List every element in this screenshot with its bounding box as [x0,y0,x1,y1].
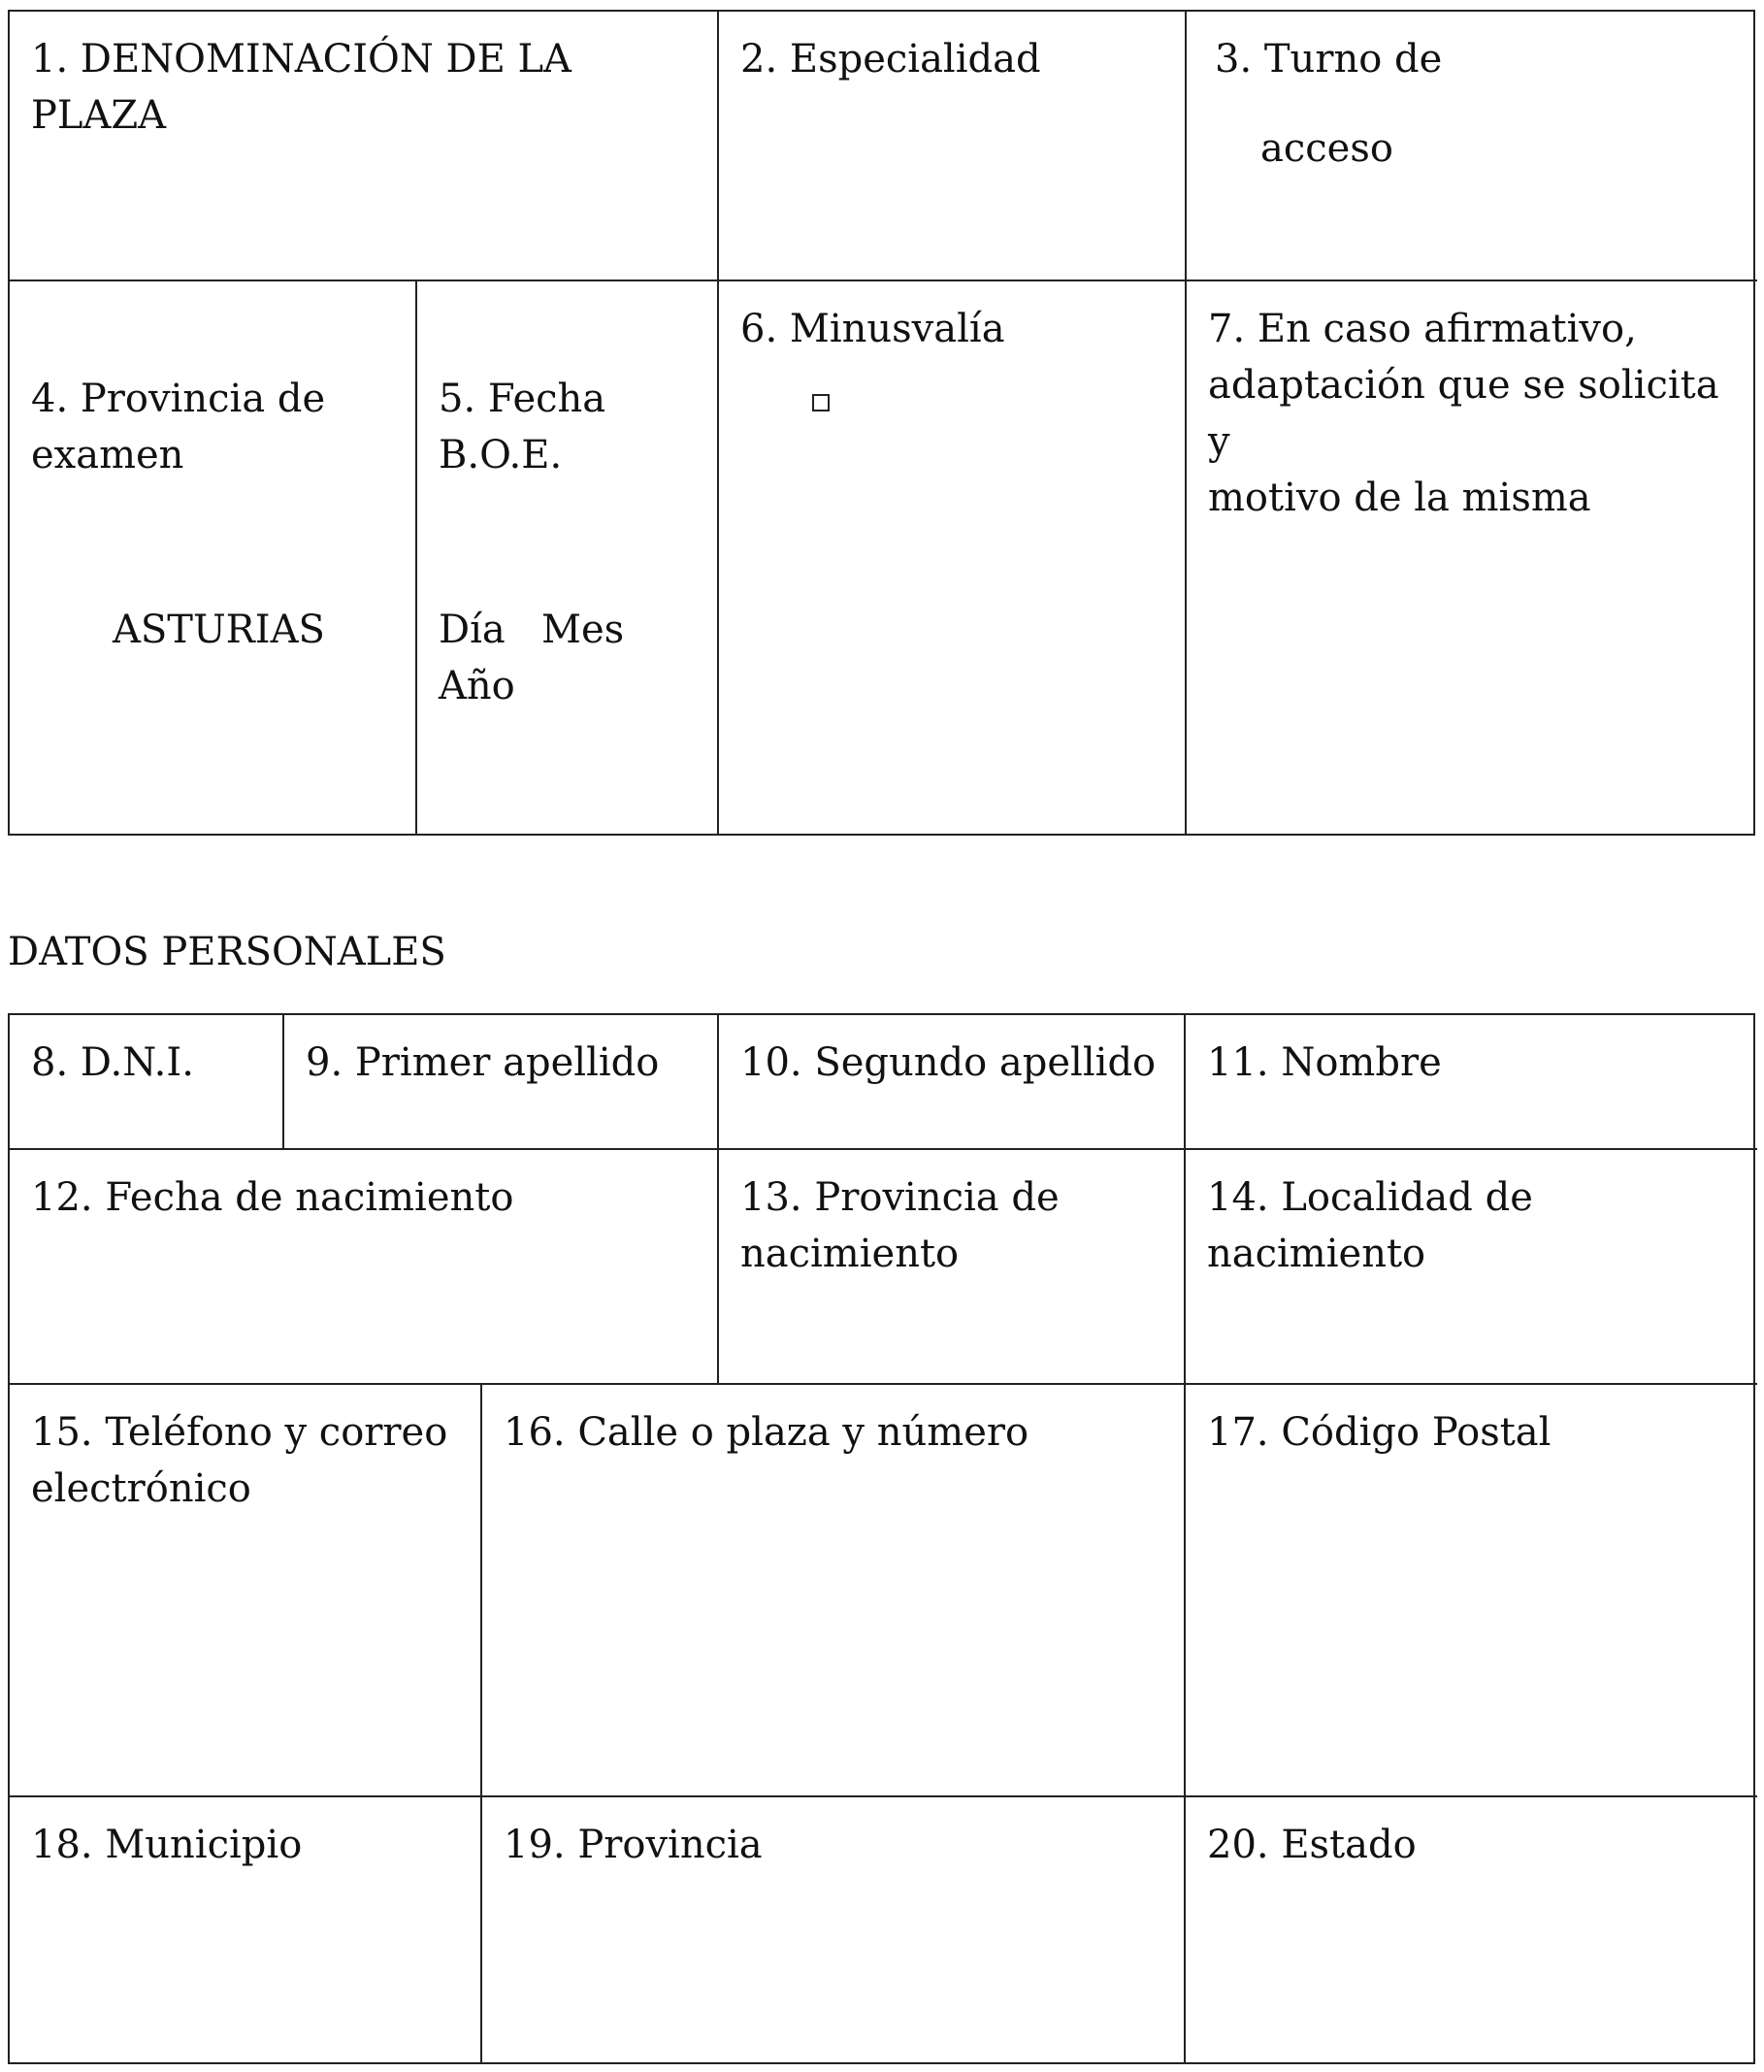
denominacion-plaza-label: 1. DENOMINACIÓN DE LA PLAZA [31,37,572,138]
plaza-table [8,10,1755,836]
dni-label: 8. D.N.I. [31,1040,194,1085]
datos-personales-table [8,1013,1755,2064]
segundo-apellido-cell[interactable] [717,1015,1184,1148]
provincia-nacimiento-label-line2: nacimiento [740,1232,960,1276]
dni-cell[interactable] [10,1015,282,1148]
telefono-correo-label-line1: 15. Teléfono y correo [31,1410,448,1455]
localidad-nacimiento-cell[interactable] [1184,1148,1757,1383]
provincia-examen-cell[interactable] [10,280,415,836]
primer-apellido-label: 9. Primer apellido [306,1040,660,1085]
codigo-postal-cell[interactable] [1184,1383,1757,1795]
minusvalia-checkbox[interactable] [812,394,830,411]
calle-label: 16. Calle o plaza y número [504,1410,1029,1455]
minusvalia-label: 6. Minusvalía [740,307,1005,351]
fecha-boe-mes-label: Mes [541,608,625,652]
telefono-correo-label-line2: electrónico [31,1466,251,1511]
telefono-correo-cell[interactable] [10,1383,480,1795]
turno-acceso-label-line2: acceso [1260,126,1393,171]
especialidad-label: 2. Especialidad [740,37,1041,82]
codigo-postal-label: 17. Código Postal [1207,1410,1552,1455]
calle-cell[interactable] [480,1383,1184,1795]
nombre-label: 11. Nombre [1207,1040,1442,1085]
fecha-boe-anio-label: Año [439,664,515,708]
estado-cell[interactable] [1184,1795,1757,2062]
provincia-nacimiento-label-line1: 13. Provincia de [740,1175,1060,1220]
estado-label: 20. Estado [1207,1823,1417,1867]
turno-acceso-cell[interactable] [1185,12,1757,280]
localidad-nacimiento-label-line1: 14. Localidad de [1207,1175,1533,1220]
provincia-label: 19. Provincia [504,1823,763,1867]
fecha-boe-label-line1: 5. Fecha [439,377,606,421]
nombre-cell[interactable] [1184,1015,1757,1148]
municipio-label: 18. Municipio [31,1823,303,1867]
primer-apellido-cell[interactable] [282,1015,717,1148]
provincia-examen-value: ASTURIAS [113,608,325,652]
provincia-examen-label-line1: 4. Provincia de [31,377,326,421]
especialidad-cell[interactable] [717,12,1185,280]
adaptacion-cell[interactable] [1185,280,1757,836]
adaptacion-label-line3: motivo de la misma [1208,476,1591,520]
provincia-cell[interactable] [480,1795,1184,2062]
municipio-cell[interactable] [10,1795,480,2062]
provincia-examen-label-line2: examen [31,433,184,477]
minusvalia-cell [717,280,1185,836]
fecha-boe-label-line2: B.O.E. [439,433,563,477]
fecha-boe-dia-label: Día [439,608,506,652]
adaptacion-label-line1: 7. En caso afirmativo, [1208,307,1637,351]
turno-acceso-label-line1: 3. Turno de [1215,37,1443,82]
localidad-nacimiento-label-line2: nacimiento [1207,1232,1426,1276]
provincia-nacimiento-cell[interactable] [717,1148,1184,1383]
fecha-boe-cell[interactable] [415,280,717,836]
datos-personales-title: DATOS PERSONALES [8,930,446,974]
fecha-nacimiento-cell[interactable] [10,1148,717,1383]
segundo-apellido-label: 10. Segundo apellido [740,1040,1157,1085]
denominacion-plaza-cell[interactable] [10,12,717,280]
adaptacion-label-line2: adaptación que se solicita y [1208,363,1719,464]
fecha-nacimiento-label: 12. Fecha de nacimiento [31,1175,514,1220]
